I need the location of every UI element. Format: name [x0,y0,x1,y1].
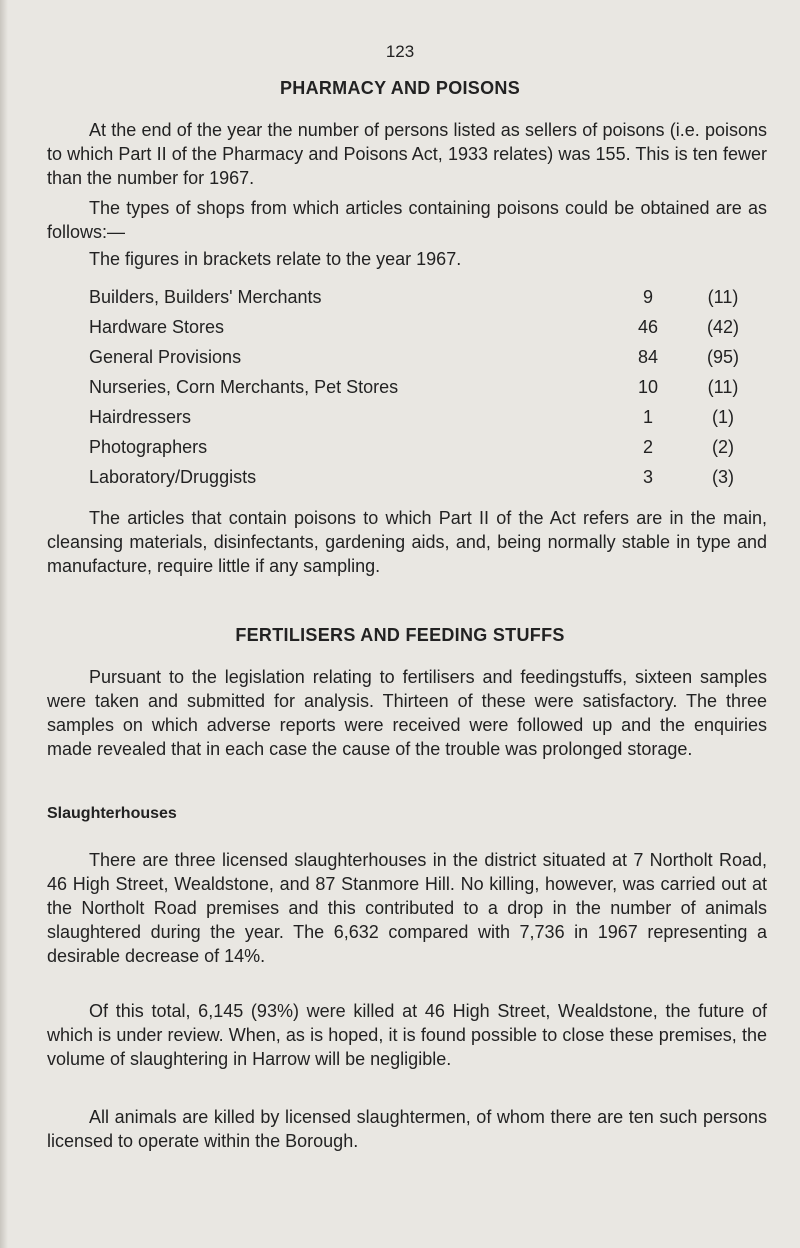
table-row [89,342,759,372]
shop-name: Hardware Stores [89,316,225,337]
shop-count-1967: (95) [706,346,739,367]
shop-count-1967: (1) [712,406,734,427]
shop-count: 10 [637,376,659,397]
shop-count: 2 [642,436,653,457]
shop-name: Laboratory/Druggists [89,466,257,487]
shop-name: Photographers [89,436,208,457]
table-row [89,312,759,342]
page-spine-shadow [0,0,8,1248]
shop-name: General Provisions [89,346,242,367]
shop-count: 3 [642,466,653,487]
shop-count: 9 [642,286,653,307]
shop-name: Nurseries, Corn Merchants, Pet Stores [89,376,399,397]
table-row [89,432,759,462]
shop-count: 1 [642,406,653,427]
table-row [89,372,759,402]
slaughterhouses-paragraph-3: All animals are killed by licensed slaughtermen, of whom there are ten such persons licensed to operate within the Borough. [47,1107,767,1151]
fertilisers-paragraph: Pursuant to the legislation relating to fertilisers and feedingstuffs, sixteen samples were taken and submitted for analysis. Thirteen of these were satisfactory. The three samples on which adverse reports were received were followed up and the enquiries made revealed that in each case the cause of the trouble was prolonged storage. [47,667,767,759]
slaughterhouses-heading: Slaughterhouses [47,805,177,822]
shop-name: Hairdressers [89,406,192,427]
pharmacy-paragraph-1: At the end of the year the number of persons listed as sellers of poisons (i.e. poisons to which Part II of the Pharmacy and Poisons Act, 1933 relates) was 155. This is ten fewer than the number for 1967. [47,120,767,188]
table-row [89,462,759,492]
shop-count: 46 [637,316,659,337]
shop-name: Builders, Builders' Merchants [89,286,322,307]
shop-count: 84 [637,346,659,367]
shop-count-1967: (11) [707,286,739,307]
table-row [89,282,759,312]
shop-count-1967: (2) [712,436,734,457]
pharmacy-paragraph-2: The types of shops from which articles containing poisons could be obtained are as follows:— [47,198,767,242]
slaughterhouses-paragraph-2: Of this total, 6,145 (93%) were killed at 46 High Street, Wealdstone, the future of which is under review. When, as is hoped, it is found possible to close these premises, the volume of slaughtering in Harrow will be negligible. [47,1001,767,1069]
shop-count-1967: (11) [707,376,739,397]
bracket-note: The figures in brackets relate to the year 1967. [89,249,462,269]
pharmacy-paragraph-3: The articles that contain poisons to which Part II of the Act refers are in the main, cleansing materials, disinfectants, gardening aids, and, being normally stable in type and manufacture, require little if any sampling. [47,508,767,576]
page-number: 123 [385,42,415,61]
shop-types-table [89,282,759,492]
slaughterhouses-paragraph-1: There are three licensed slaughterhouses in the district situated at 7 Northolt Road, 46 High Street, Wealdstone, and 87 Stanmore Hill. No killing, however, was carried out at the Northolt Road premises and this contributed to a drop in the number of animals slaughtered during the year. The 6,632 compared with 7,736 in 1967 representing a desirable decrease of 14%. [47,850,767,966]
fertilisers-heading: FERTILISERS AND FEEDING STUFFS [235,625,565,645]
pharmacy-heading: PHARMACY AND POISONS [279,78,521,98]
table-row [89,402,759,432]
shop-count-1967: (3) [712,466,734,487]
shop-count-1967: (42) [706,316,739,337]
